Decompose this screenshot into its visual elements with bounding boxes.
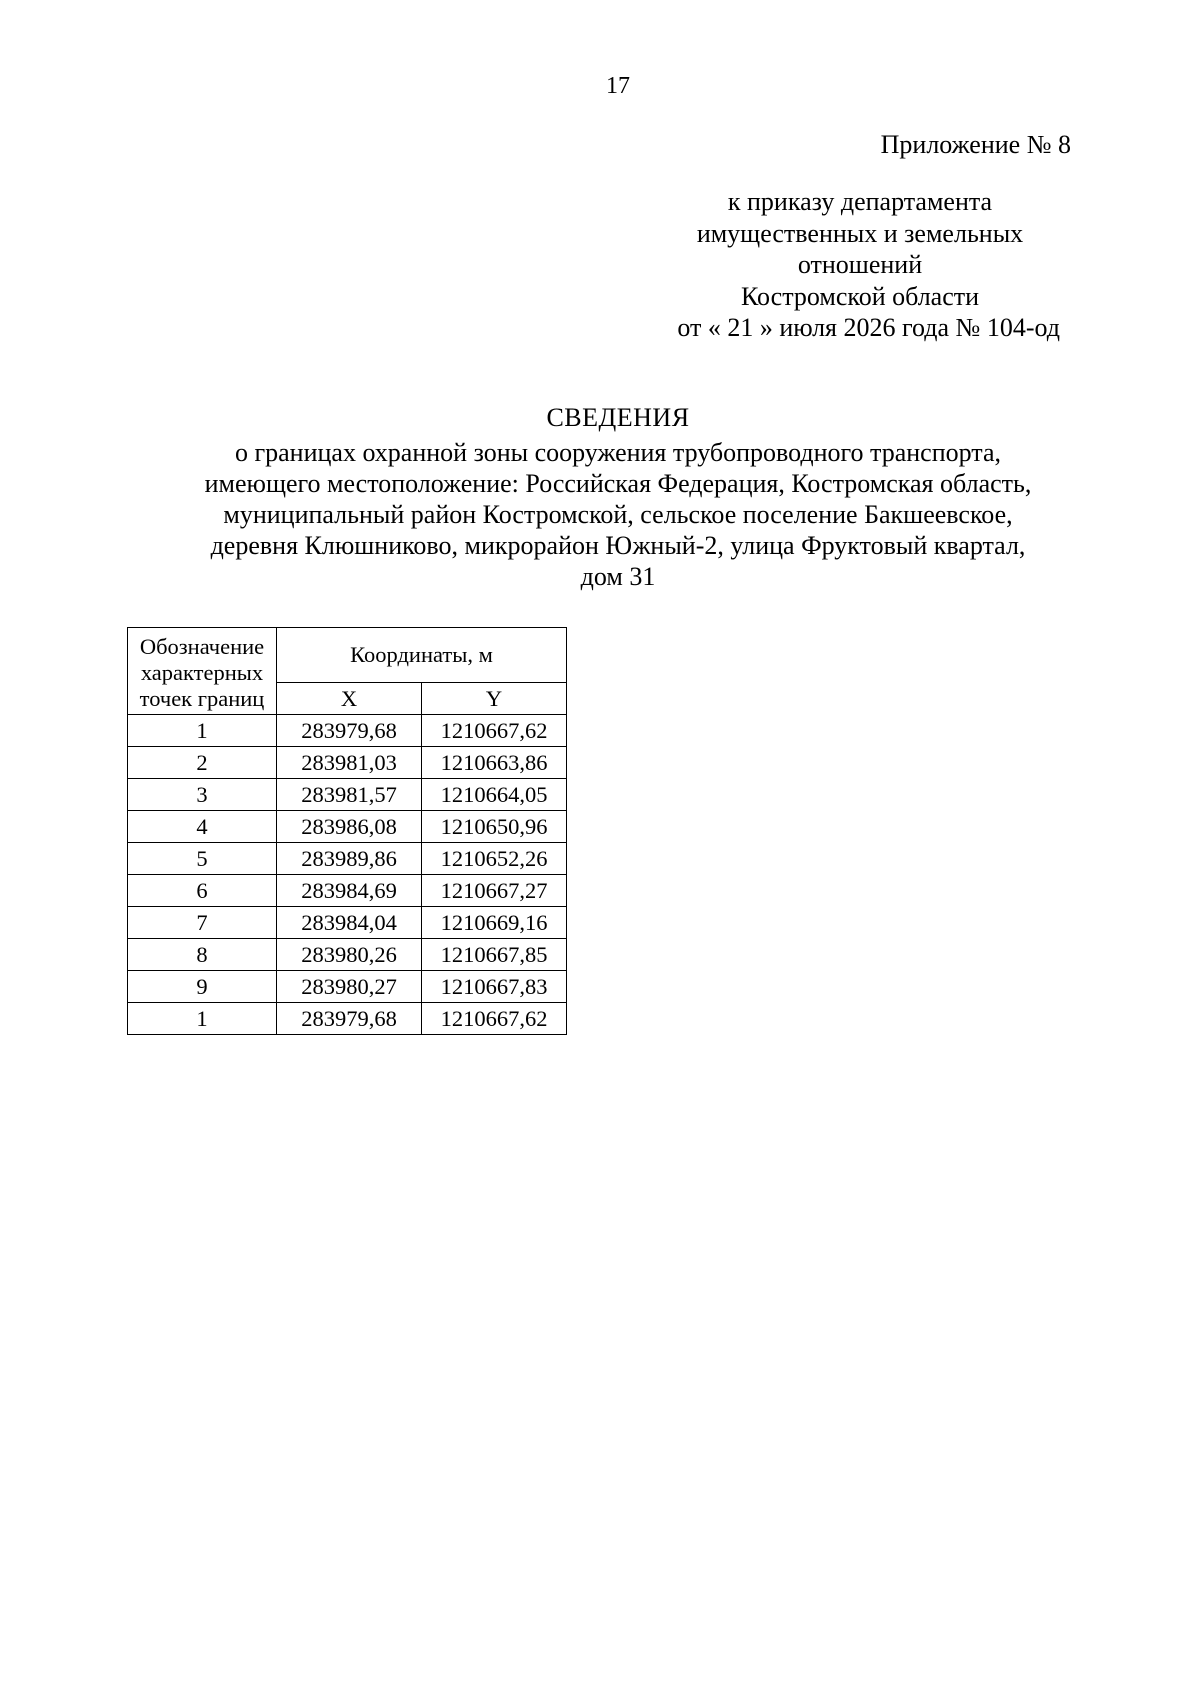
page-number: 17 [606, 73, 630, 99]
subtitle-line: о границах охранной зоны сооружения трубопроводного транспорта, [234, 438, 1002, 467]
table-row [128, 971, 567, 1003]
table-row [128, 715, 567, 747]
x-cell: 283989,86 [277, 843, 422, 875]
x-cell: 283984,69 [277, 875, 422, 907]
subtitle-line: имеющего местоположение: Российская Федерация, Костромская область, [204, 469, 1032, 498]
order-reference-line: Костромской области [740, 281, 980, 311]
table-row [128, 875, 567, 907]
header-point-line: характерных [140, 660, 264, 685]
y-cell: 1210663,86 [422, 747, 567, 779]
x-cell: 283979,68 [277, 1003, 422, 1035]
header-point-line: точек границ [139, 686, 265, 711]
table-row [128, 1003, 567, 1035]
point-cell: 5 [128, 843, 277, 875]
x-cell: 283981,03 [277, 747, 422, 779]
y-cell: 1210669,16 [422, 907, 567, 939]
y-cell: 1210667,85 [422, 939, 567, 971]
y-cell: 1210667,62 [422, 1003, 567, 1035]
y-cell: 1210667,62 [422, 715, 567, 747]
header-point-line: Обозначение [139, 634, 265, 659]
point-cell: 6 [128, 875, 277, 907]
table-row [128, 907, 567, 939]
y-cell: 1210664,05 [422, 779, 567, 811]
subtitle-line: муниципальный район Костромской, сельское поселение Бакшеевское, [223, 500, 1013, 529]
table-row [128, 811, 567, 843]
table-row [128, 779, 567, 811]
document-title: СВЕДЕНИЯ [546, 403, 690, 432]
table-row [128, 747, 567, 779]
x-cell: 283984,04 [277, 907, 422, 939]
subtitle-line: деревня Клюшниково, микрорайон Южный-2, улица Фруктовый квартал, [210, 531, 1026, 560]
order-reference-line: имущественных и земельных [696, 218, 1024, 248]
order-reference [620, 186, 1100, 344]
point-cell: 1 [128, 1003, 277, 1035]
x-cell: 283979,68 [277, 715, 422, 747]
header-coordinates: Координаты, м [277, 628, 567, 683]
point-cell: 3 [128, 779, 277, 811]
y-cell: 1210667,27 [422, 875, 567, 907]
point-cell: 4 [128, 811, 277, 843]
x-cell: 283986,08 [277, 811, 422, 843]
x-cell: 283980,27 [277, 971, 422, 1003]
subtitle-line: дом 31 [580, 562, 656, 591]
table-row [128, 939, 567, 971]
x-cell: 283981,57 [277, 779, 422, 811]
header-point-designation [128, 628, 277, 715]
order-reference-line: к приказу департамента [727, 187, 993, 216]
point-cell: 7 [128, 907, 277, 939]
order-reference-line: отношений [797, 250, 923, 279]
table-body [128, 715, 567, 1035]
point-cell: 1 [128, 715, 277, 747]
point-cell: 9 [128, 971, 277, 1003]
document-subtitle [130, 437, 1106, 592]
order-date-line: от « 21 » июля 2026 года № 104-од [677, 313, 1060, 342]
x-cell: 283980,26 [277, 939, 422, 971]
appendix-label: Приложение № 8 [880, 130, 1071, 159]
coordinates-table [127, 627, 567, 1035]
header-x: X [277, 683, 422, 715]
y-cell: 1210667,83 [422, 971, 567, 1003]
table-row [128, 843, 567, 875]
y-cell: 1210650,96 [422, 811, 567, 843]
point-cell: 2 [128, 747, 277, 779]
header-y: Y [422, 683, 567, 715]
y-cell: 1210652,26 [422, 843, 567, 875]
point-cell: 8 [128, 939, 277, 971]
